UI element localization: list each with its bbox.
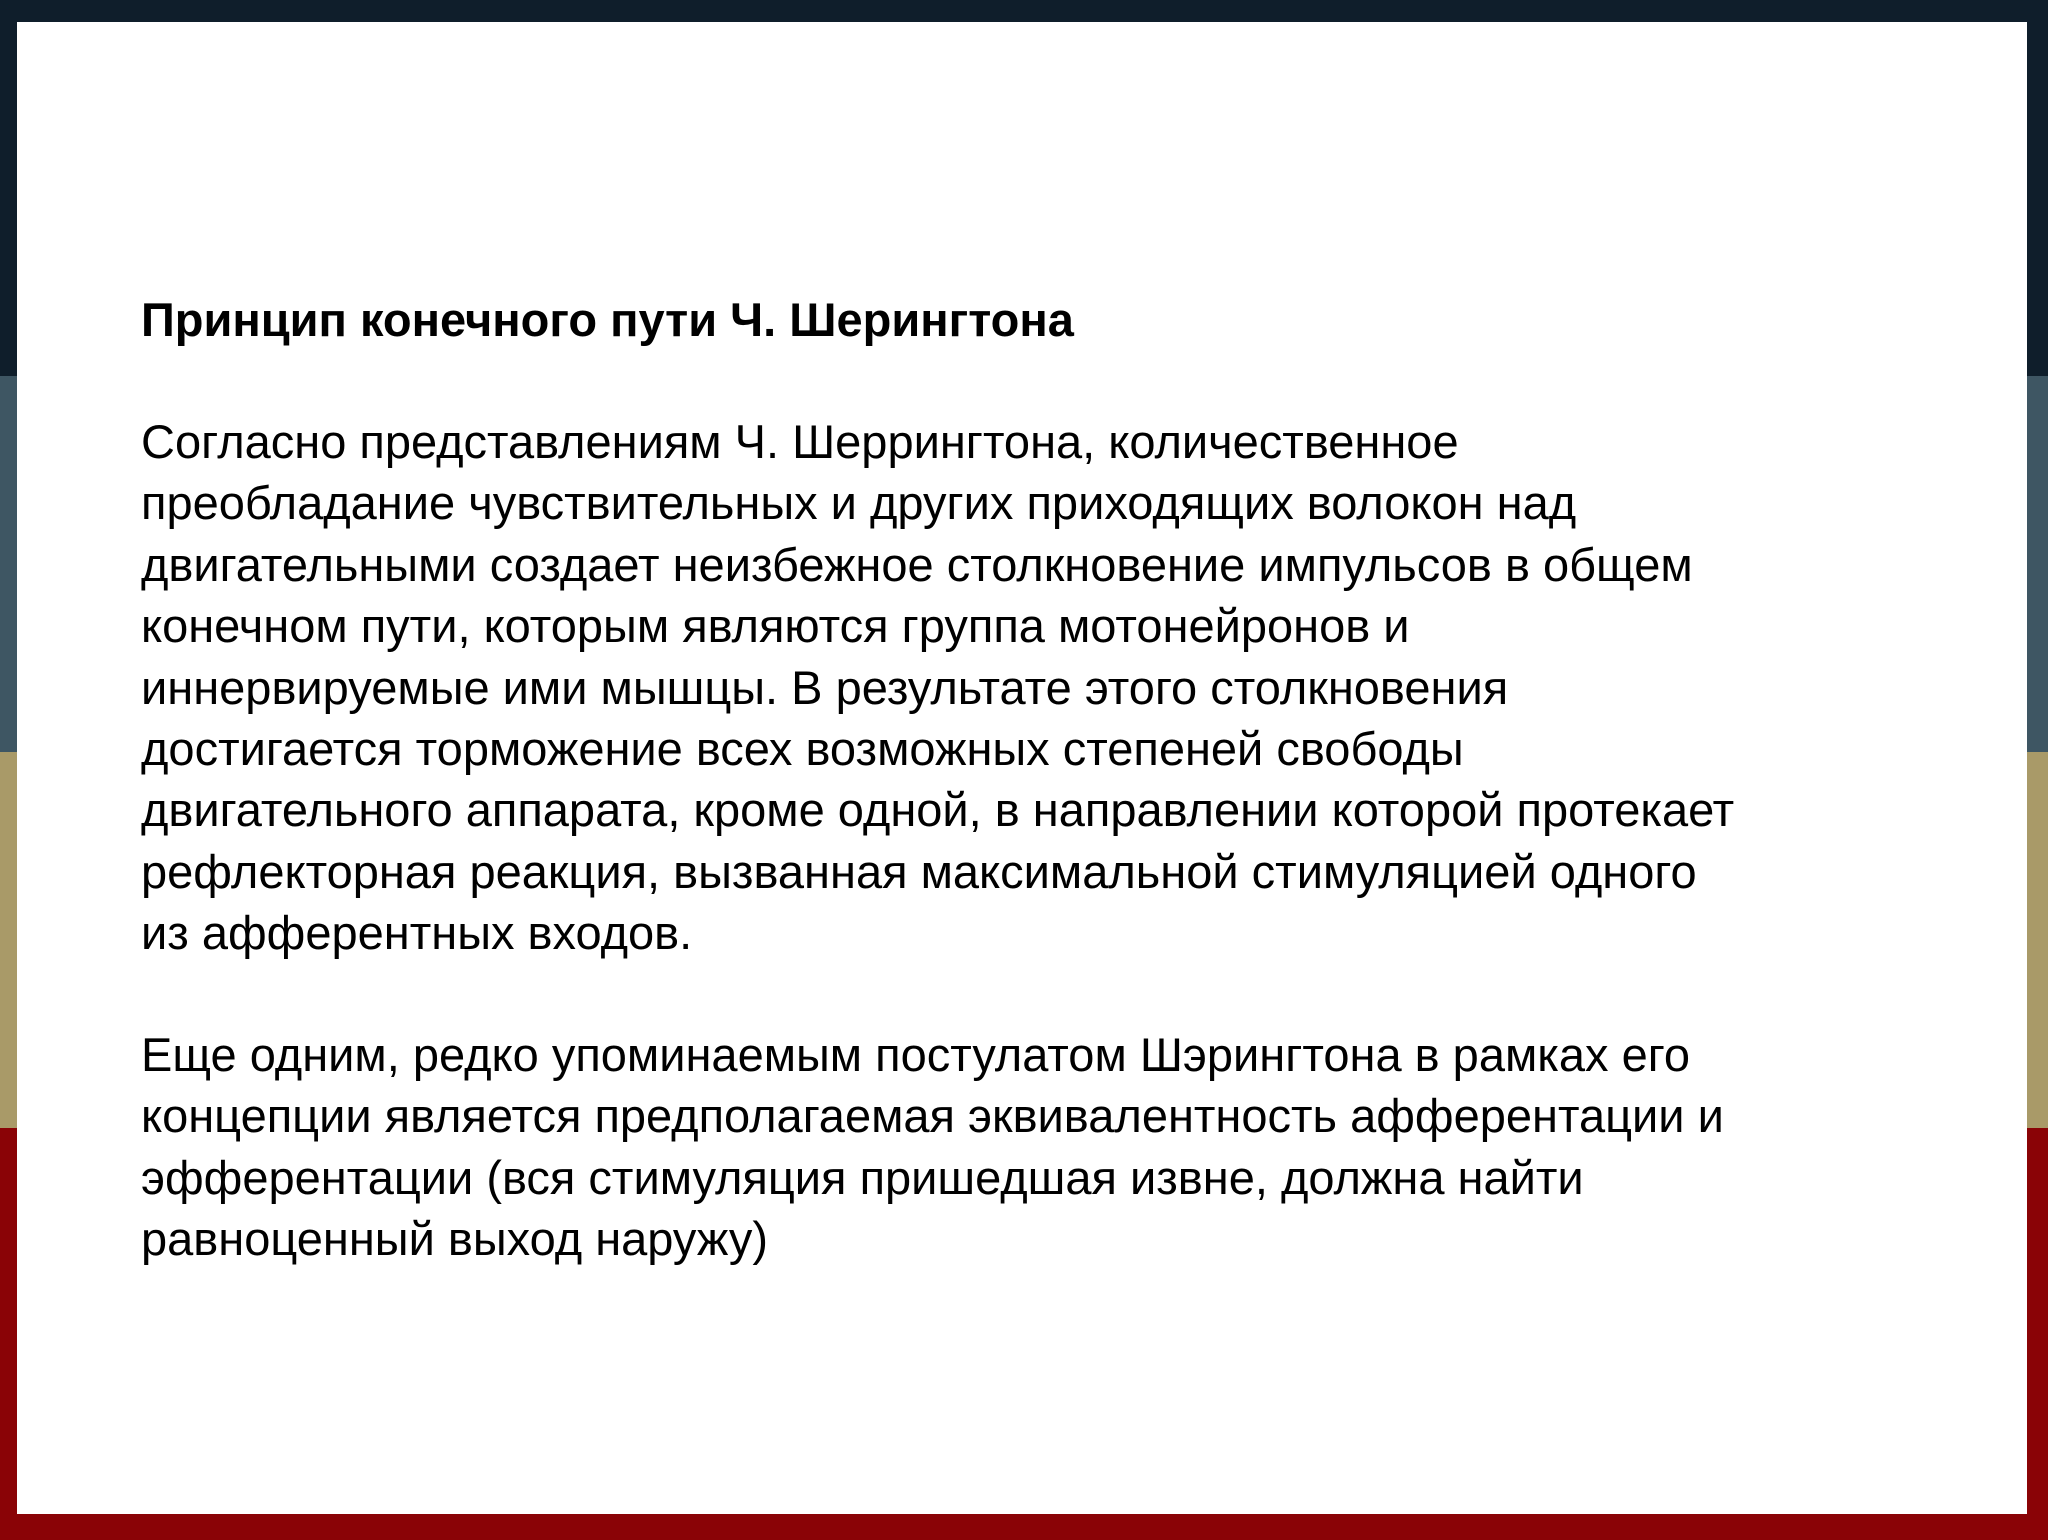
paragraph-line: концепции является предполагаемая эквивалентность афферентации и [141,1089,1724,1143]
paragraph-line: рефлекторная реакция, вызванная максимальной стимуляцией одного [141,844,1697,898]
slide-title: Принцип конечного пути Ч. Шерингтона [141,293,1074,346]
paragraph-line: Согласно представлениям Ч. Шеррингтона, количественное [141,415,1459,468]
paragraph-line: равноценный выход наружу) [141,1212,769,1266]
paragraph-sherrington-principle [141,411,1734,964]
paragraph-line: иннервируемые ими мышцы. В результате этого столкновения [141,660,1509,714]
paragraph-line: достигается торможение всех возможных степеней свободы [141,722,1464,776]
paragraph-line: двигательного аппарата, кроме одной, в направлении которой протекает [141,783,1735,837]
paragraph-line: двигательными создает неизбежное столкновение импульсов в общем [141,537,1693,591]
paragraph-afferent-efferent-equivalence [141,1024,1724,1270]
slide-content-area [17,22,2027,1514]
paragraph-line: преобладание чувствительных и других приходящих волокон над [141,476,1577,530]
paragraph-line: конечном пути, которым являются группа мотонейронов и [141,599,1410,653]
paragraph-line: из афферентных входов. [141,906,693,960]
paragraph-line: Еще одним, редко упоминаемым постулатом Шэрингтона в рамках его [141,1028,1690,1081]
paragraph-line: эфферентации (вся стимуляция пришедшая извне, должна найти [141,1150,1584,1204]
